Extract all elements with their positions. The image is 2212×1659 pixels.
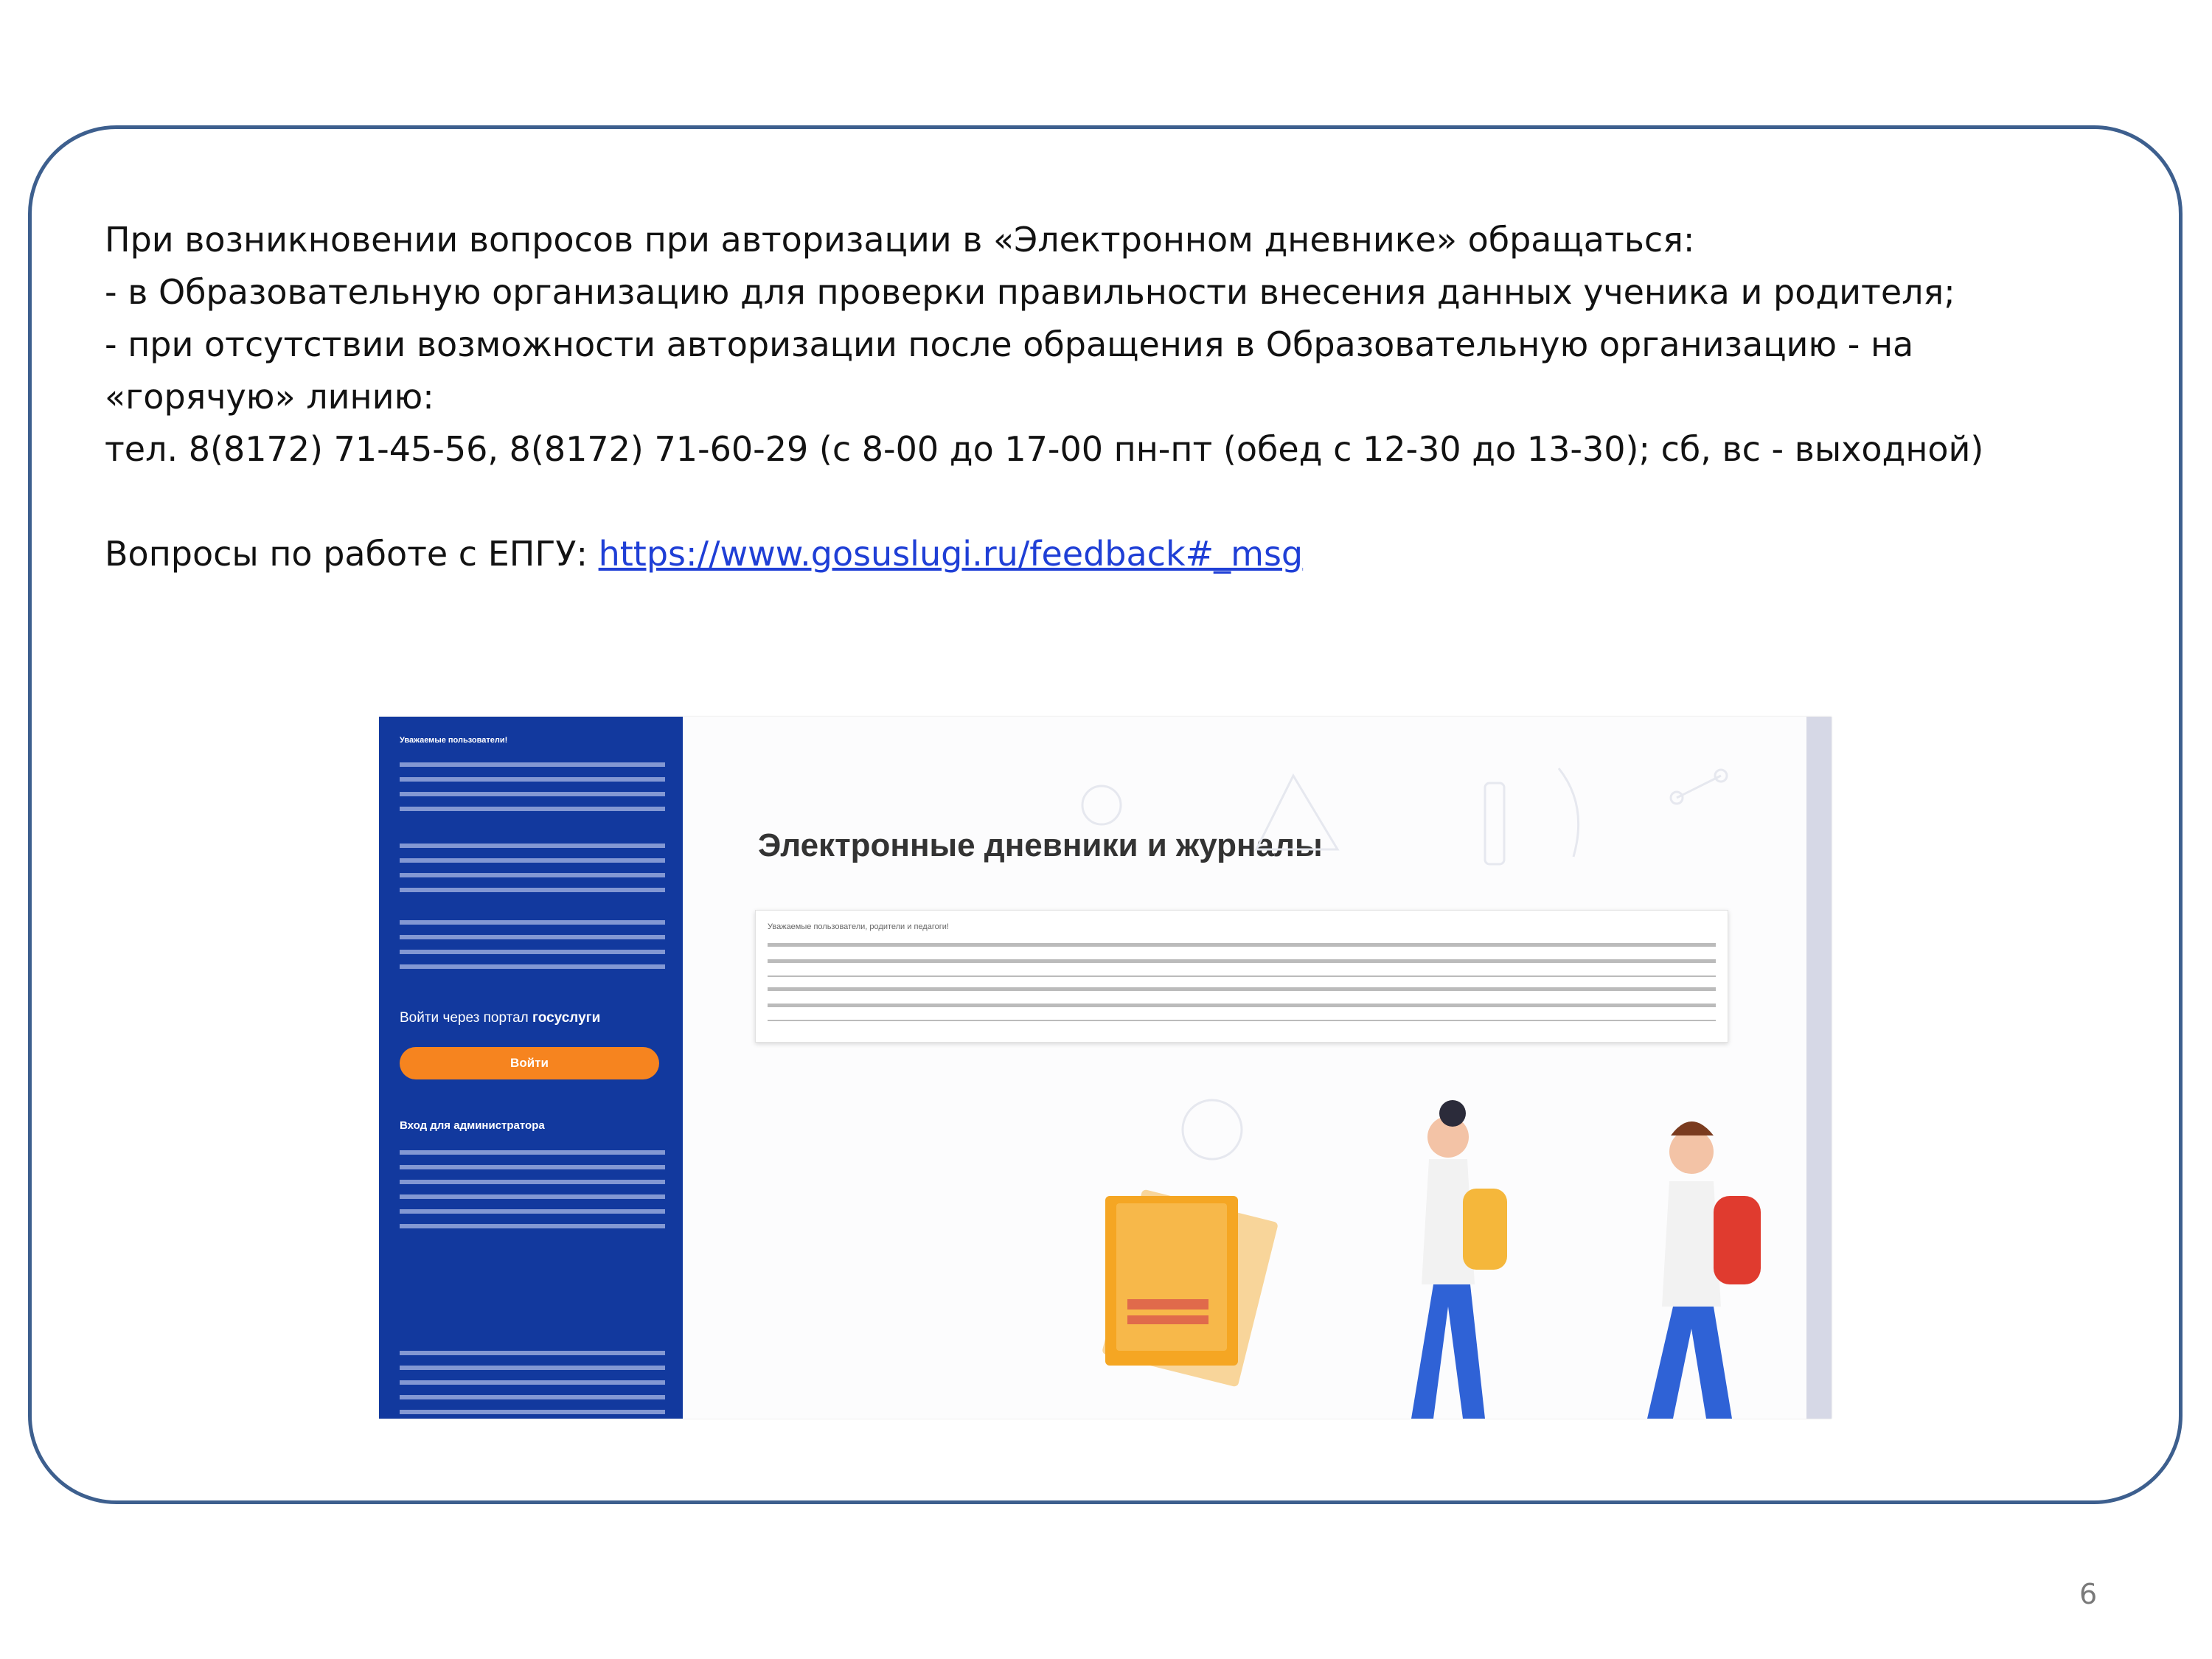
sidebar-greeting: Уважаемые пользователи!: [400, 736, 508, 745]
boy-illustration: [1647, 1121, 1761, 1419]
login-button[interactable]: Войти: [400, 1047, 659, 1079]
books-illustration: [1102, 1189, 1279, 1387]
doodles: [1082, 768, 1727, 1159]
paragraph-hotline-cont: «горячую» линию:: [105, 377, 434, 417]
notice-heading: Уважаемые пользователи, родители и педагоги!: [768, 922, 949, 931]
epgu-link[interactable]: https://www.gosuslugi.ru/feedback#_msg: [598, 534, 1304, 574]
page-number: 6: [2079, 1578, 2098, 1610]
girl-illustration: [1411, 1100, 1507, 1419]
epgu-line: [105, 528, 2096, 580]
gosuslugi-label: Войти через портал госуслуги: [400, 1010, 601, 1026]
admin-heading: Вход для администратора: [400, 1119, 545, 1132]
illustration: [379, 717, 1832, 1419]
screenshot-scrollbar: [1806, 717, 1832, 1419]
screenshot-main-title: Электронные дневники и журналы: [758, 827, 1323, 863]
paragraph-hotline: - при отсутствии возможности авторизации после обращения в Образовательную организацию - на: [105, 324, 1914, 364]
paragraph-intro: При возникновении вопросов при авторизации в «Электронном дневнике» обращаться:: [105, 220, 1695, 260]
paragraph-school: - в Образовательную организацию для проверки правильности внесения данных ученика и родителя;: [105, 272, 1955, 312]
epgu-label: Вопросы по работе с ЕПГУ:: [105, 534, 599, 574]
diary-screenshot: [379, 717, 1832, 1419]
paragraph-phones: тел. 8(8172) 71-45-56, 8(8172) 71-60-29 (с 8-00 до 17-00 пн-пт (обед с 12-30 до 13-30); сб, вс - выходной): [105, 429, 1984, 469]
contact-text: [105, 214, 2096, 580]
